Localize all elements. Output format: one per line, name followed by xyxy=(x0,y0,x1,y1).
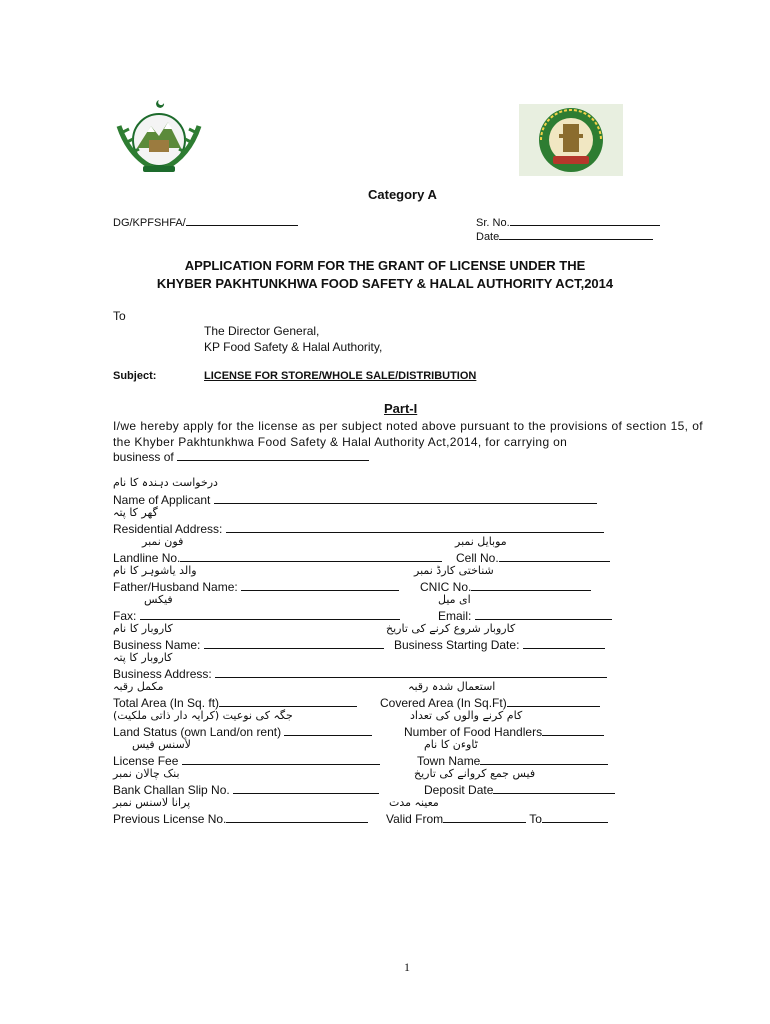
cnic-urdu-label: شناختی کارڈ نمبر xyxy=(414,564,494,577)
landline-field: Landline No. xyxy=(113,550,442,565)
mobile-urdu-label: موبایل نمبر xyxy=(455,535,507,548)
recipient-line2: KP Food Safety & Halal Authority, xyxy=(204,340,383,354)
deposit-urdu-label: فیس جمع کروانے کی تاریخ xyxy=(414,767,536,780)
handlers-field: Number of Food Handlers xyxy=(404,724,604,739)
father-name-field: Father/Husband Name: xyxy=(113,579,399,594)
intro-paragraph: I/we hereby apply for the license as per subject noted above pursuant to the provisions of section 15, of the Khyber Pakhtunkhwa Food Safety & Halal Authority Act,2014, for carrying on xyxy=(113,419,703,449)
business-address-urdu-label: کاروبار کا پتہ xyxy=(113,651,173,664)
father-urdu-label: والد یاشوہر کا نام xyxy=(113,564,197,577)
business-start-urdu-label: کاروبار شروع کرنے کی تاریخ xyxy=(386,622,516,635)
part-heading: Part-I xyxy=(384,401,418,416)
fax-urdu-label: فیکس xyxy=(144,593,173,606)
kp-government-emblem xyxy=(113,96,205,176)
business-of-field: business of xyxy=(113,449,369,464)
total-area-field: Total Area (In Sq. ft) xyxy=(113,695,357,710)
total-area-urdu-label: مکمل رقبہ xyxy=(113,680,164,693)
business-start-field: Business Starting Date: xyxy=(394,637,605,652)
address-urdu-label: گھر کا پتہ xyxy=(113,506,158,519)
town-name-field: Town Name xyxy=(417,753,608,768)
category-heading: Category A xyxy=(368,187,437,202)
validity-urdu-label: معینہ مدت xyxy=(389,796,439,809)
form-title-line2: KHYBER PAKHTUNKHWA FOOD SAFETY & HALAL AUTHORITY ACT,2014 xyxy=(156,276,614,291)
covered-area-urdu-label: استعمال شدہ رقبہ xyxy=(408,680,496,693)
applicant-name-field: Name of Applicant xyxy=(113,492,597,507)
land-status-field: Land Status (own Land/on rent) xyxy=(113,724,372,739)
prev-license-urdu-label: پرانا لاسنس نمبر xyxy=(113,796,191,809)
business-address-field: Business Address: xyxy=(113,666,607,681)
cnic-field: CNIC No. xyxy=(420,579,591,594)
serial-number: Sr. No. xyxy=(476,214,660,229)
residential-address-field: Residential Address: xyxy=(113,521,604,536)
email-urdu-label: ای میل xyxy=(438,593,471,606)
recipient-line1: The Director General, xyxy=(204,324,320,338)
email-field: Email: xyxy=(438,608,612,623)
food-authority-logo xyxy=(519,104,623,176)
date-field: Date xyxy=(476,228,653,243)
reference-number: DG/KPFSHFA/ xyxy=(113,214,298,229)
subject-text: LICENSE FOR STORE/WHOLE SALE/DISTRIBUTION xyxy=(204,370,477,382)
page-number: 1 xyxy=(404,960,410,974)
prev-license-field: Previous License No. xyxy=(113,811,368,826)
applicant-urdu-label: درخواست دہندہ کا نام xyxy=(113,476,218,489)
cell-field: Cell No. xyxy=(456,550,610,565)
fee-urdu-label: لأسنس فیس xyxy=(132,738,191,751)
challan-field: Bank Challan Slip No. xyxy=(113,782,379,797)
business-name-field: Business Name: xyxy=(113,637,384,652)
to-label: To xyxy=(113,309,126,323)
challan-urdu-label: بنک چالان نمبر xyxy=(113,767,180,780)
valid-from-field: Valid From To xyxy=(386,811,608,826)
subject-label: Subject: xyxy=(113,370,157,382)
fax-field: Fax: xyxy=(113,608,400,623)
town-urdu-label: ٹاوءن کا نام xyxy=(424,738,478,751)
form-title-line1: APPLICATION FORM FOR THE GRANT OF LICENSE UNDER THE xyxy=(184,258,586,273)
license-fee-field: License Fee xyxy=(113,753,380,768)
landline-urdu-label: فون نمبر xyxy=(142,535,184,548)
business-name-urdu-label: کاروبار کا نام xyxy=(113,622,173,635)
land-status-urdu-label: جگہ کی نوعیت (کرایہ دار ذاتی ملکیت) xyxy=(113,709,293,722)
handlers-urdu-label: کام کرنے والوں کی تعداد xyxy=(410,709,523,722)
covered-area-field: Covered Area (In Sq.Ft) xyxy=(380,695,600,710)
deposit-date-field: Deposit Date xyxy=(424,782,615,797)
